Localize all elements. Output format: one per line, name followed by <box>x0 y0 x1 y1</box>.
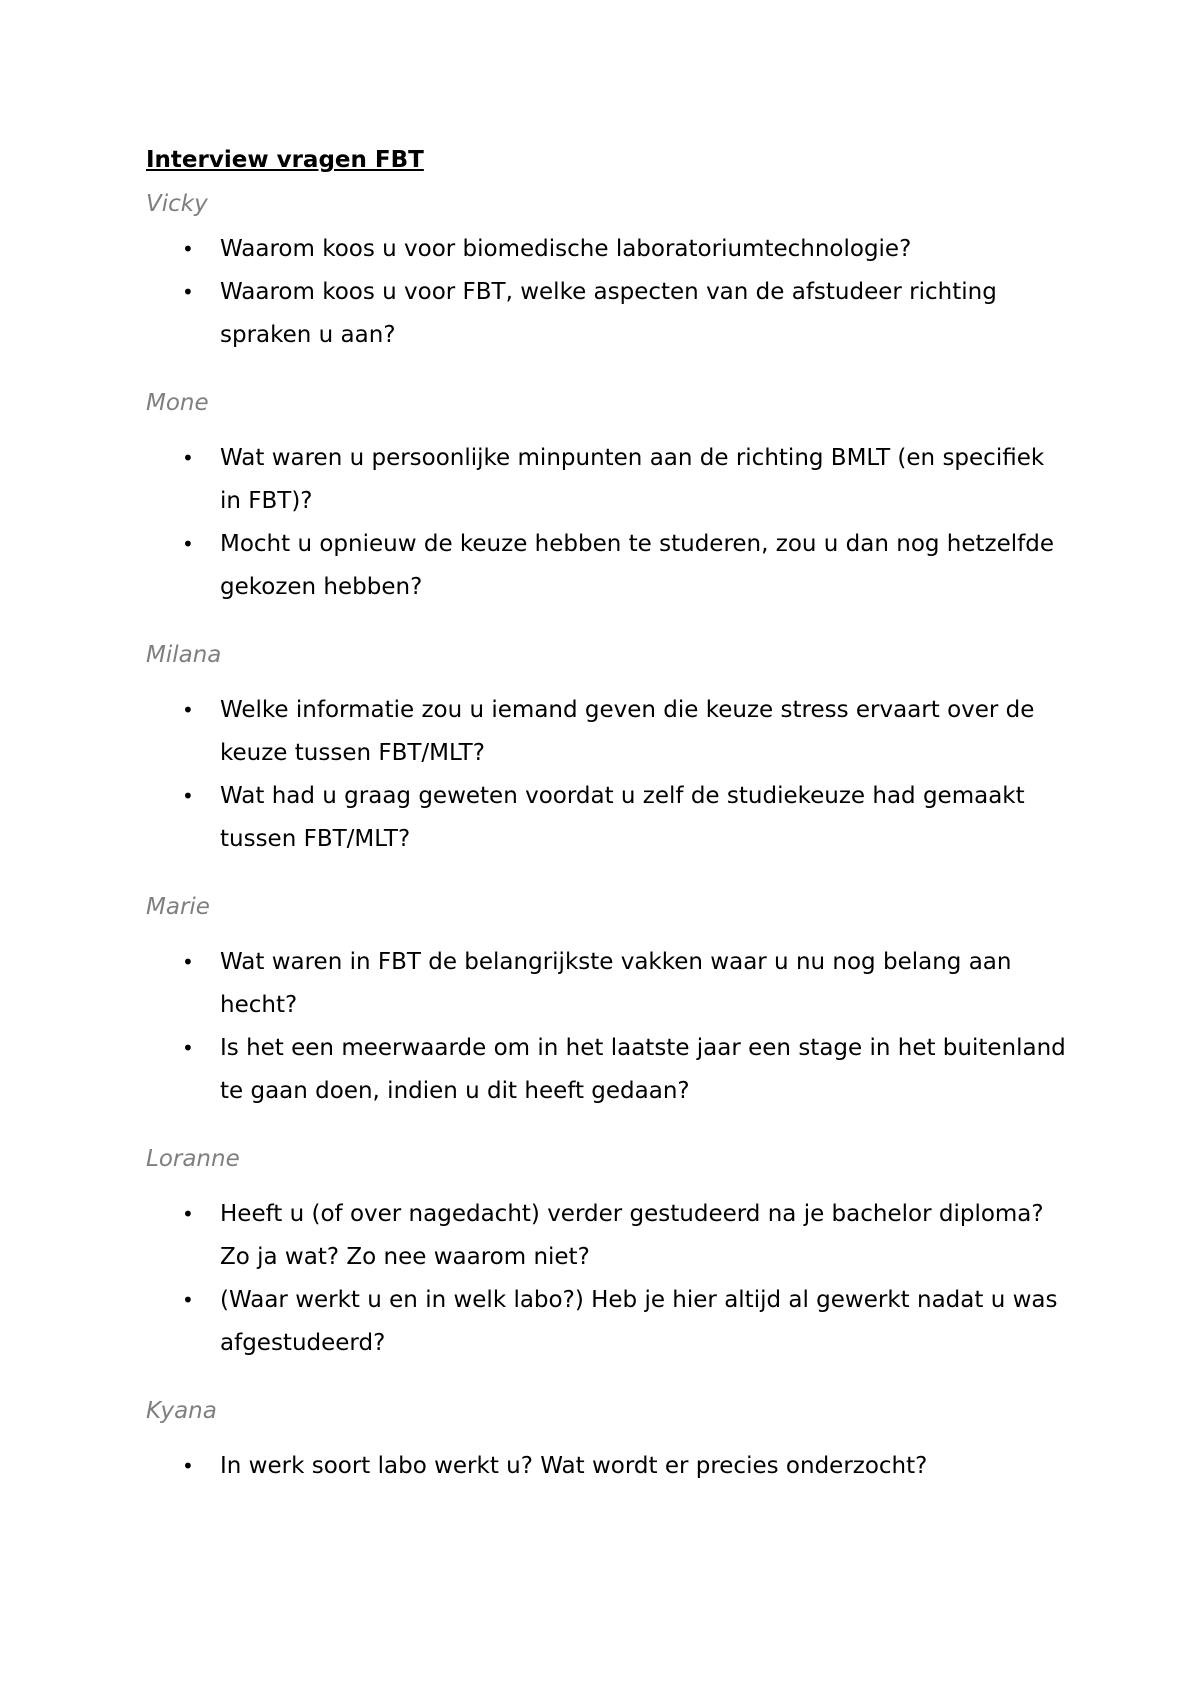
bullet-icon: • <box>182 784 194 808</box>
question-text: Welke informatie zou u iemand geven die keuze stress ervaart over de keuze tussen FBT/MLT? <box>220 697 1035 766</box>
question-text: Waarom koos u voor FBT, welke aspecten van de afstudeer richting spraken u aan? <box>220 279 997 348</box>
question-item <box>146 228 1066 271</box>
section-heading-mone: Mone <box>146 390 209 416</box>
question-list-loranne <box>146 1193 1066 1365</box>
question-list-vicky <box>146 228 1066 357</box>
section-heading-milana: Milana <box>146 642 222 668</box>
question-item <box>146 775 1066 861</box>
question-item <box>146 523 1066 609</box>
bullet-icon: • <box>182 1202 194 1226</box>
section-heading-marie: Marie <box>146 894 210 920</box>
question-text: Waarom koos u voor biomedische laboratoriumtechnologie? <box>220 236 912 262</box>
question-item <box>146 689 1066 775</box>
question-text: Wat waren u persoonlijke minpunten aan de richting BMLT (en specifiek in FBT)? <box>220 445 1045 514</box>
document-page <box>146 140 1066 1514</box>
question-text: Mocht u opnieuw de keuze hebben te studeren, zou u dan nog hetzelfde gekozen hebben? <box>220 531 1055 600</box>
question-item <box>146 437 1066 523</box>
question-text: In werk soort labo werkt u? Wat wordt er precies onderzocht? <box>220 1453 928 1479</box>
question-text: (Waar werkt u en in welk labo?) Heb je hier altijd al gewerkt nadat u was afgestudeerd? <box>220 1287 1058 1356</box>
bullet-icon: • <box>182 237 194 261</box>
bullet-icon: • <box>182 950 194 974</box>
question-text: Wat had u graag geweten voordat u zelf de studiekeuze had gemaakt tussen FBT/MLT? <box>220 783 1025 852</box>
bullet-icon: • <box>182 1454 194 1478</box>
bullet-icon: • <box>182 280 194 304</box>
question-list-marie <box>146 941 1066 1113</box>
question-item <box>146 1279 1066 1365</box>
bullet-icon: • <box>182 1036 194 1060</box>
bullet-icon: • <box>182 446 194 470</box>
question-text: Heeft u (of over nagedacht) verder gestudeerd na je bachelor diploma? Zo ja wat? Zo nee waarom niet? <box>220 1201 1044 1270</box>
question-list-milana <box>146 689 1066 861</box>
question-text: Wat waren in FBT de belangrijkste vakken waar u nu nog belang aan hecht? <box>220 949 1012 1018</box>
section-heading-loranne: Loranne <box>146 1146 240 1172</box>
question-list-mone <box>146 437 1066 609</box>
question-item <box>146 941 1066 1027</box>
bullet-icon: • <box>182 1288 194 1312</box>
section-heading-kyana: Kyana <box>146 1398 217 1424</box>
bullet-icon: • <box>182 698 194 722</box>
section-heading-vicky: Vicky <box>146 191 208 217</box>
question-list-kyana <box>146 1445 1066 1488</box>
question-item <box>146 1027 1066 1113</box>
bullet-icon: • <box>182 532 194 556</box>
question-text: Is het een meerwaarde om in het laatste jaar een stage in het buitenland te gaan doen, indien u dit heeft gedaan? <box>220 1035 1066 1104</box>
document-title: Interview vragen FBT <box>146 147 424 173</box>
question-item <box>146 1445 1066 1488</box>
question-item <box>146 1193 1066 1279</box>
question-item <box>146 271 1066 357</box>
